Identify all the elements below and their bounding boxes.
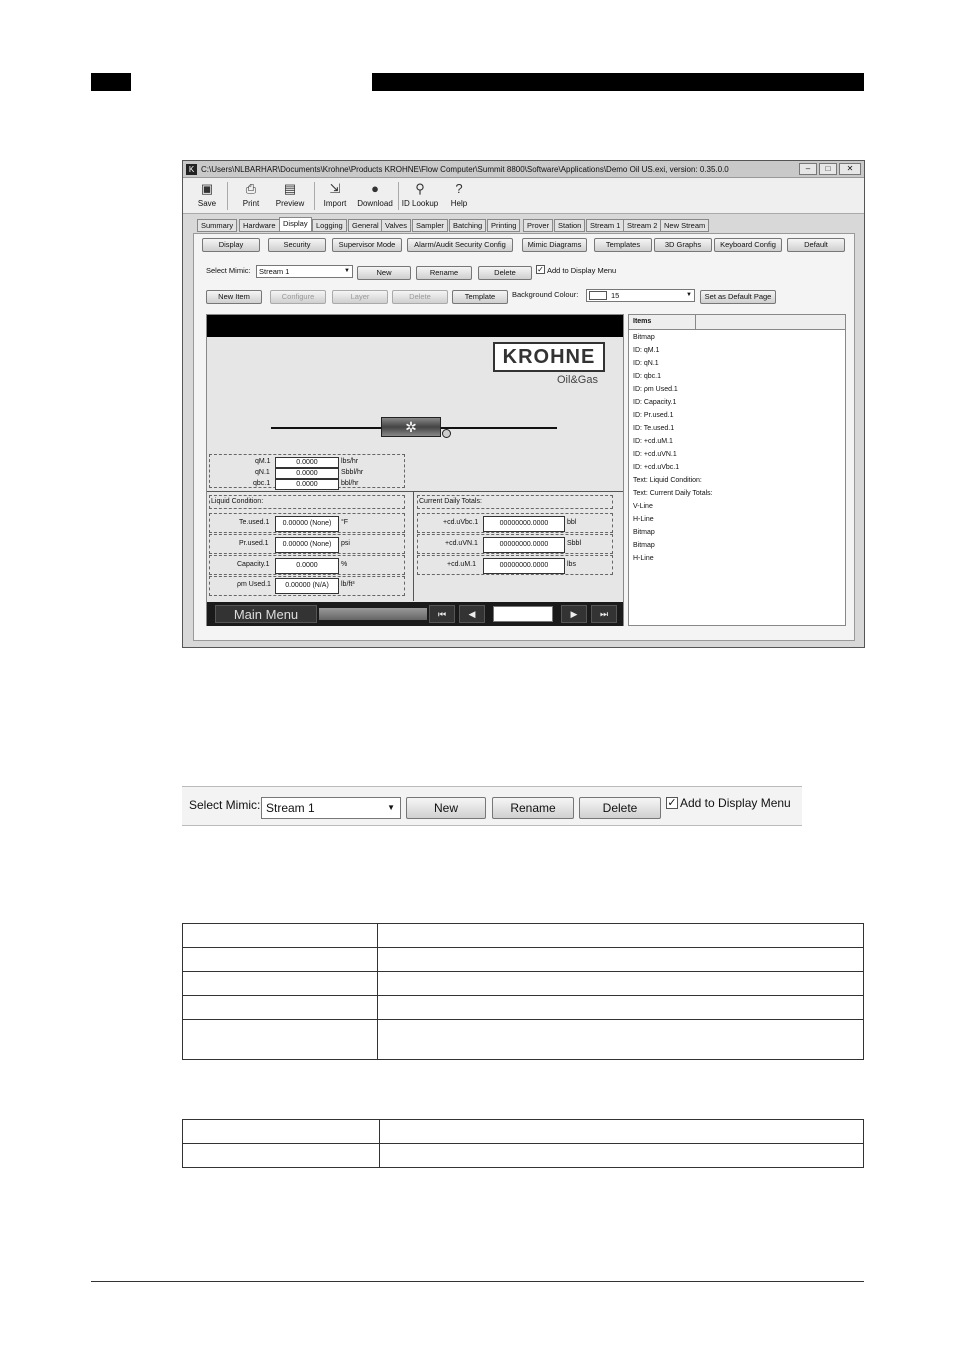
- save-icon: ▣: [200, 181, 214, 196]
- list-item[interactable]: ID: Te.used.1: [633, 425, 675, 432]
- list-item[interactable]: ID: +cd.uM.1: [633, 438, 673, 445]
- toolbar-divider: [227, 182, 228, 210]
- column-divider: [695, 315, 696, 329]
- table-cell: [183, 1144, 380, 1168]
- last-page-icon[interactable]: ⏭: [591, 605, 617, 623]
- empty-table-1: [182, 923, 864, 1060]
- display-panel: [193, 233, 855, 641]
- close-icon[interactable]: ✕: [839, 163, 861, 175]
- totals-tag: +cd.uM.1: [447, 561, 476, 568]
- maximize-icon[interactable]: □: [819, 163, 837, 175]
- tab-stream-2[interactable]: Stream 2: [623, 219, 661, 232]
- liquid-value: 0.00000 (N/A): [275, 578, 339, 594]
- flow-value: 0.0000: [275, 457, 339, 468]
- tab-batching[interactable]: Batching: [449, 219, 486, 232]
- table-cell: [183, 972, 378, 996]
- download-button[interactable]: ● Download: [357, 181, 393, 208]
- app-window-screenshot: [182, 160, 865, 648]
- chevron-down-icon: ▼: [344, 268, 350, 274]
- id-lookup-button[interactable]: ⚲ ID Lookup: [401, 181, 439, 208]
- table-row: [183, 1120, 864, 1144]
- nav-spacer: [319, 608, 427, 620]
- configure-button[interactable]: Configure: [270, 290, 326, 304]
- table-row: [183, 996, 864, 1020]
- table-cell: [378, 948, 864, 972]
- rename-mimic-button[interactable]: Rename: [416, 266, 472, 280]
- table-row: [183, 948, 864, 972]
- flow-meter-icon: ✲: [381, 417, 441, 437]
- footer-rule: [91, 1281, 864, 1282]
- table-row: [183, 924, 864, 948]
- flow-unit: Sbbl/hr: [341, 469, 364, 476]
- totals-tag: +cd.uVN.1: [445, 540, 478, 547]
- liquid-tag: ρm Used.1: [237, 581, 271, 588]
- alarm-audit-security-config-button[interactable]: Alarm/Audit Security Config: [407, 238, 513, 252]
- pipe-line-right: [441, 427, 557, 429]
- tab-printing[interactable]: Printing: [487, 219, 520, 232]
- mimic-diagrams-button[interactable]: Mimic Diagrams: [522, 238, 587, 252]
- tab-prover[interactable]: Prover: [523, 219, 553, 232]
- delete-item-button[interactable]: Delete: [392, 290, 448, 304]
- totals-value: 00000000.0000: [483, 516, 565, 532]
- table-cell: [183, 924, 378, 948]
- list-item[interactable]: Text: Liquid Condition:: [633, 477, 702, 484]
- display-button[interactable]: Display: [202, 238, 260, 252]
- minimize-icon[interactable]: –: [799, 163, 817, 175]
- flow-value: 0.0000: [275, 468, 339, 479]
- header-bar-left: [91, 73, 131, 91]
- tab-valves[interactable]: Valves: [381, 219, 411, 232]
- new-mimic-button[interactable]: New: [357, 266, 411, 280]
- print-button[interactable]: ⎙ Print: [242, 181, 260, 208]
- new-item-button[interactable]: New Item: [206, 290, 262, 304]
- liquid-tag: Pr.used.1: [239, 540, 269, 547]
- list-item[interactable]: ID: qbc.1: [633, 373, 662, 380]
- table-cell: [183, 1120, 380, 1144]
- totals-value: 00000000.0000: [483, 537, 565, 553]
- daily-totals-title: Current Daily Totals:: [419, 498, 482, 505]
- first-page-icon[interactable]: ⏮: [429, 605, 455, 623]
- items-list-header: [629, 315, 845, 330]
- toolbar: [183, 178, 864, 214]
- list-item[interactable]: H-Line: [633, 516, 654, 523]
- totals-value: 00000000.0000: [483, 558, 565, 574]
- flow-tag: qbc.1: [253, 480, 271, 487]
- background-colour-label: Background Colour:: [512, 290, 579, 299]
- divider-line: [207, 491, 623, 492]
- preview-button[interactable]: ▤ Preview: [275, 181, 305, 208]
- print-icon: ⎙: [245, 181, 257, 196]
- table-cell: [378, 1020, 864, 1060]
- security-button[interactable]: Security: [268, 238, 326, 252]
- new-mimic-button[interactable]: New: [406, 797, 486, 819]
- items-list-panel: [628, 314, 846, 626]
- title-bar: [183, 161, 864, 178]
- chevron-down-icon: ▼: [686, 292, 692, 298]
- table-cell: [380, 1144, 864, 1168]
- mimic-nav-bar: [207, 602, 623, 626]
- liquid-value: 0.00000 (None): [275, 516, 339, 532]
- list-item[interactable]: H-Line: [633, 555, 654, 562]
- list-item[interactable]: V-Line: [633, 503, 653, 510]
- krohne-logo: KROHNE: [493, 342, 605, 372]
- table-cell: [183, 1020, 378, 1060]
- totals-tag: +cd.uVbc.1: [443, 519, 479, 526]
- list-item[interactable]: Bitmap: [633, 529, 655, 536]
- list-item[interactable]: ID: qN.1: [633, 360, 659, 367]
- totals-unit: lbs: [567, 561, 576, 568]
- tab-summary[interactable]: Summary: [197, 219, 237, 232]
- tab-general[interactable]: General: [348, 219, 383, 232]
- supervisor-mode-button[interactable]: Supervisor Mode: [332, 238, 402, 252]
- import-icon: ⇲: [329, 181, 341, 196]
- tab-new-stream[interactable]: New Stream: [660, 219, 709, 232]
- table-row: [183, 1020, 864, 1060]
- list-item[interactable]: ID: Capacity.1: [633, 399, 677, 406]
- flow-tag: qN.1: [255, 469, 270, 476]
- flow-value: 0.0000: [275, 479, 339, 490]
- liquid-condition-title: Liquid Condition:: [211, 498, 264, 505]
- select-mimic-label: Select Mimic:: [189, 798, 261, 812]
- search-icon: ⚲: [415, 181, 425, 196]
- default-button[interactable]: Default: [787, 238, 845, 252]
- mimic-select[interactable]: Stream 1 ▼: [261, 797, 401, 819]
- layer-button[interactable]: Layer: [332, 290, 388, 304]
- template-button[interactable]: Template: [452, 290, 508, 304]
- tab-stream-1[interactable]: Stream 1: [586, 219, 624, 232]
- flow-tag: qM.1: [255, 458, 271, 465]
- import-button[interactable]: ⇲ Import: [323, 181, 347, 208]
- tab-station[interactable]: Station: [554, 219, 585, 232]
- list-item[interactable]: ID: Pr.used.1: [633, 412, 674, 419]
- liquid-unit: psi: [341, 540, 350, 547]
- add-to-display-menu-checkbox[interactable]: ✓: [667, 797, 677, 809]
- select-mimic-detail-screenshot: [182, 786, 802, 826]
- empty-table-2: [182, 1119, 864, 1168]
- liquid-unit: lb/ft³: [341, 581, 355, 588]
- add-to-display-menu-label: Add to Display Menu: [547, 266, 617, 275]
- table-row: [183, 1144, 864, 1168]
- list-item[interactable]: Bitmap: [633, 334, 655, 341]
- table-cell: [378, 972, 864, 996]
- header-bar-right: [372, 73, 864, 91]
- items-header-label: Items: [633, 318, 652, 325]
- help-button[interactable]: ? Help: [450, 181, 468, 208]
- keyboard-config-button[interactable]: Keyboard Config: [714, 238, 782, 252]
- table-cell: [183, 948, 378, 972]
- colour-swatch: [589, 291, 607, 300]
- meter-sensor-icon: [442, 429, 451, 438]
- vertical-divider: [413, 491, 414, 601]
- delete-mimic-button[interactable]: Delete: [478, 266, 532, 280]
- list-item[interactable]: ID: ρm Used.1: [633, 386, 678, 393]
- table-cell: [183, 996, 378, 1020]
- table-row: [183, 972, 864, 996]
- liquid-unit: °F: [341, 519, 349, 526]
- toolbar-divider: [398, 182, 399, 210]
- totals-unit: Sbbl: [567, 540, 582, 547]
- page-field[interactable]: [493, 606, 553, 622]
- set-default-page-button[interactable]: Set as Default Page: [700, 290, 776, 304]
- rename-mimic-button[interactable]: Rename: [492, 797, 574, 819]
- mimic-select[interactable]: Stream 1 ▼: [256, 265, 353, 278]
- list-item[interactable]: ID: qM.1: [633, 347, 660, 354]
- 3d-graphs-button[interactable]: 3D Graphs: [654, 238, 712, 252]
- add-to-display-menu-checkbox[interactable]: ✓: [537, 265, 544, 274]
- window-title: C:\Users\NLBARHAR\Documents\Krohne\Products KROHNE\Flow Computer\Summit 8800\Software\Applications\Demo Oil US.exi, version: 0.35.0.0: [201, 165, 729, 174]
- table-cell: [378, 996, 864, 1020]
- toolbar-divider: [314, 182, 315, 210]
- add-to-display-menu-label: Add to Display Menu: [680, 796, 791, 810]
- save-button[interactable]: ▣ Save: [197, 181, 217, 208]
- flow-unit: lbs/hr: [341, 458, 359, 465]
- tab-logging[interactable]: Logging: [312, 219, 347, 232]
- totals-unit: bbl: [567, 519, 577, 526]
- download-icon: ●: [371, 181, 379, 196]
- liquid-value: 0.0000: [275, 558, 339, 574]
- help-icon: ?: [455, 181, 463, 196]
- preview-icon: ▤: [283, 181, 297, 196]
- flow-unit: bbl/hr: [341, 480, 359, 487]
- select-mimic-label: Select Mimic:: [206, 266, 251, 275]
- background-colour-select[interactable]: 15 ▼: [586, 289, 695, 302]
- list-item[interactable]: Text: Current Daily Totals:: [633, 490, 713, 497]
- tab-display[interactable]: Display: [279, 217, 312, 232]
- mimic-canvas: [206, 314, 624, 626]
- list-item[interactable]: ID: +cd.uVN.1: [633, 451, 677, 458]
- list-item[interactable]: Bitmap: [633, 542, 655, 549]
- liquid-tag: Capacity.1: [237, 561, 270, 568]
- chevron-down-icon: ▼: [387, 803, 395, 812]
- liquid-tag: Te.used.1: [239, 519, 270, 526]
- main-menu-button[interactable]: Main Menu: [215, 605, 317, 623]
- app-icon: K: [186, 164, 197, 175]
- pipe-line-left: [271, 427, 381, 429]
- list-item[interactable]: ID: +cd.uVbc.1: [633, 464, 680, 471]
- templates-button[interactable]: Templates: [594, 238, 652, 252]
- mimic-header-strip: [207, 315, 623, 337]
- next-page-icon[interactable]: ▶: [561, 605, 587, 623]
- previous-page-icon[interactable]: ◀: [459, 605, 485, 623]
- table-cell: [378, 924, 864, 948]
- logo-subtitle: Oil&Gas: [557, 374, 598, 386]
- tab-sampler[interactable]: Sampler: [412, 219, 448, 232]
- liquid-value: 0.00000 (None): [275, 537, 339, 553]
- delete-mimic-button[interactable]: Delete: [579, 797, 661, 819]
- table-cell: [380, 1120, 864, 1144]
- liquid-unit: %: [341, 561, 348, 568]
- tab-hardware[interactable]: Hardware: [239, 219, 280, 232]
